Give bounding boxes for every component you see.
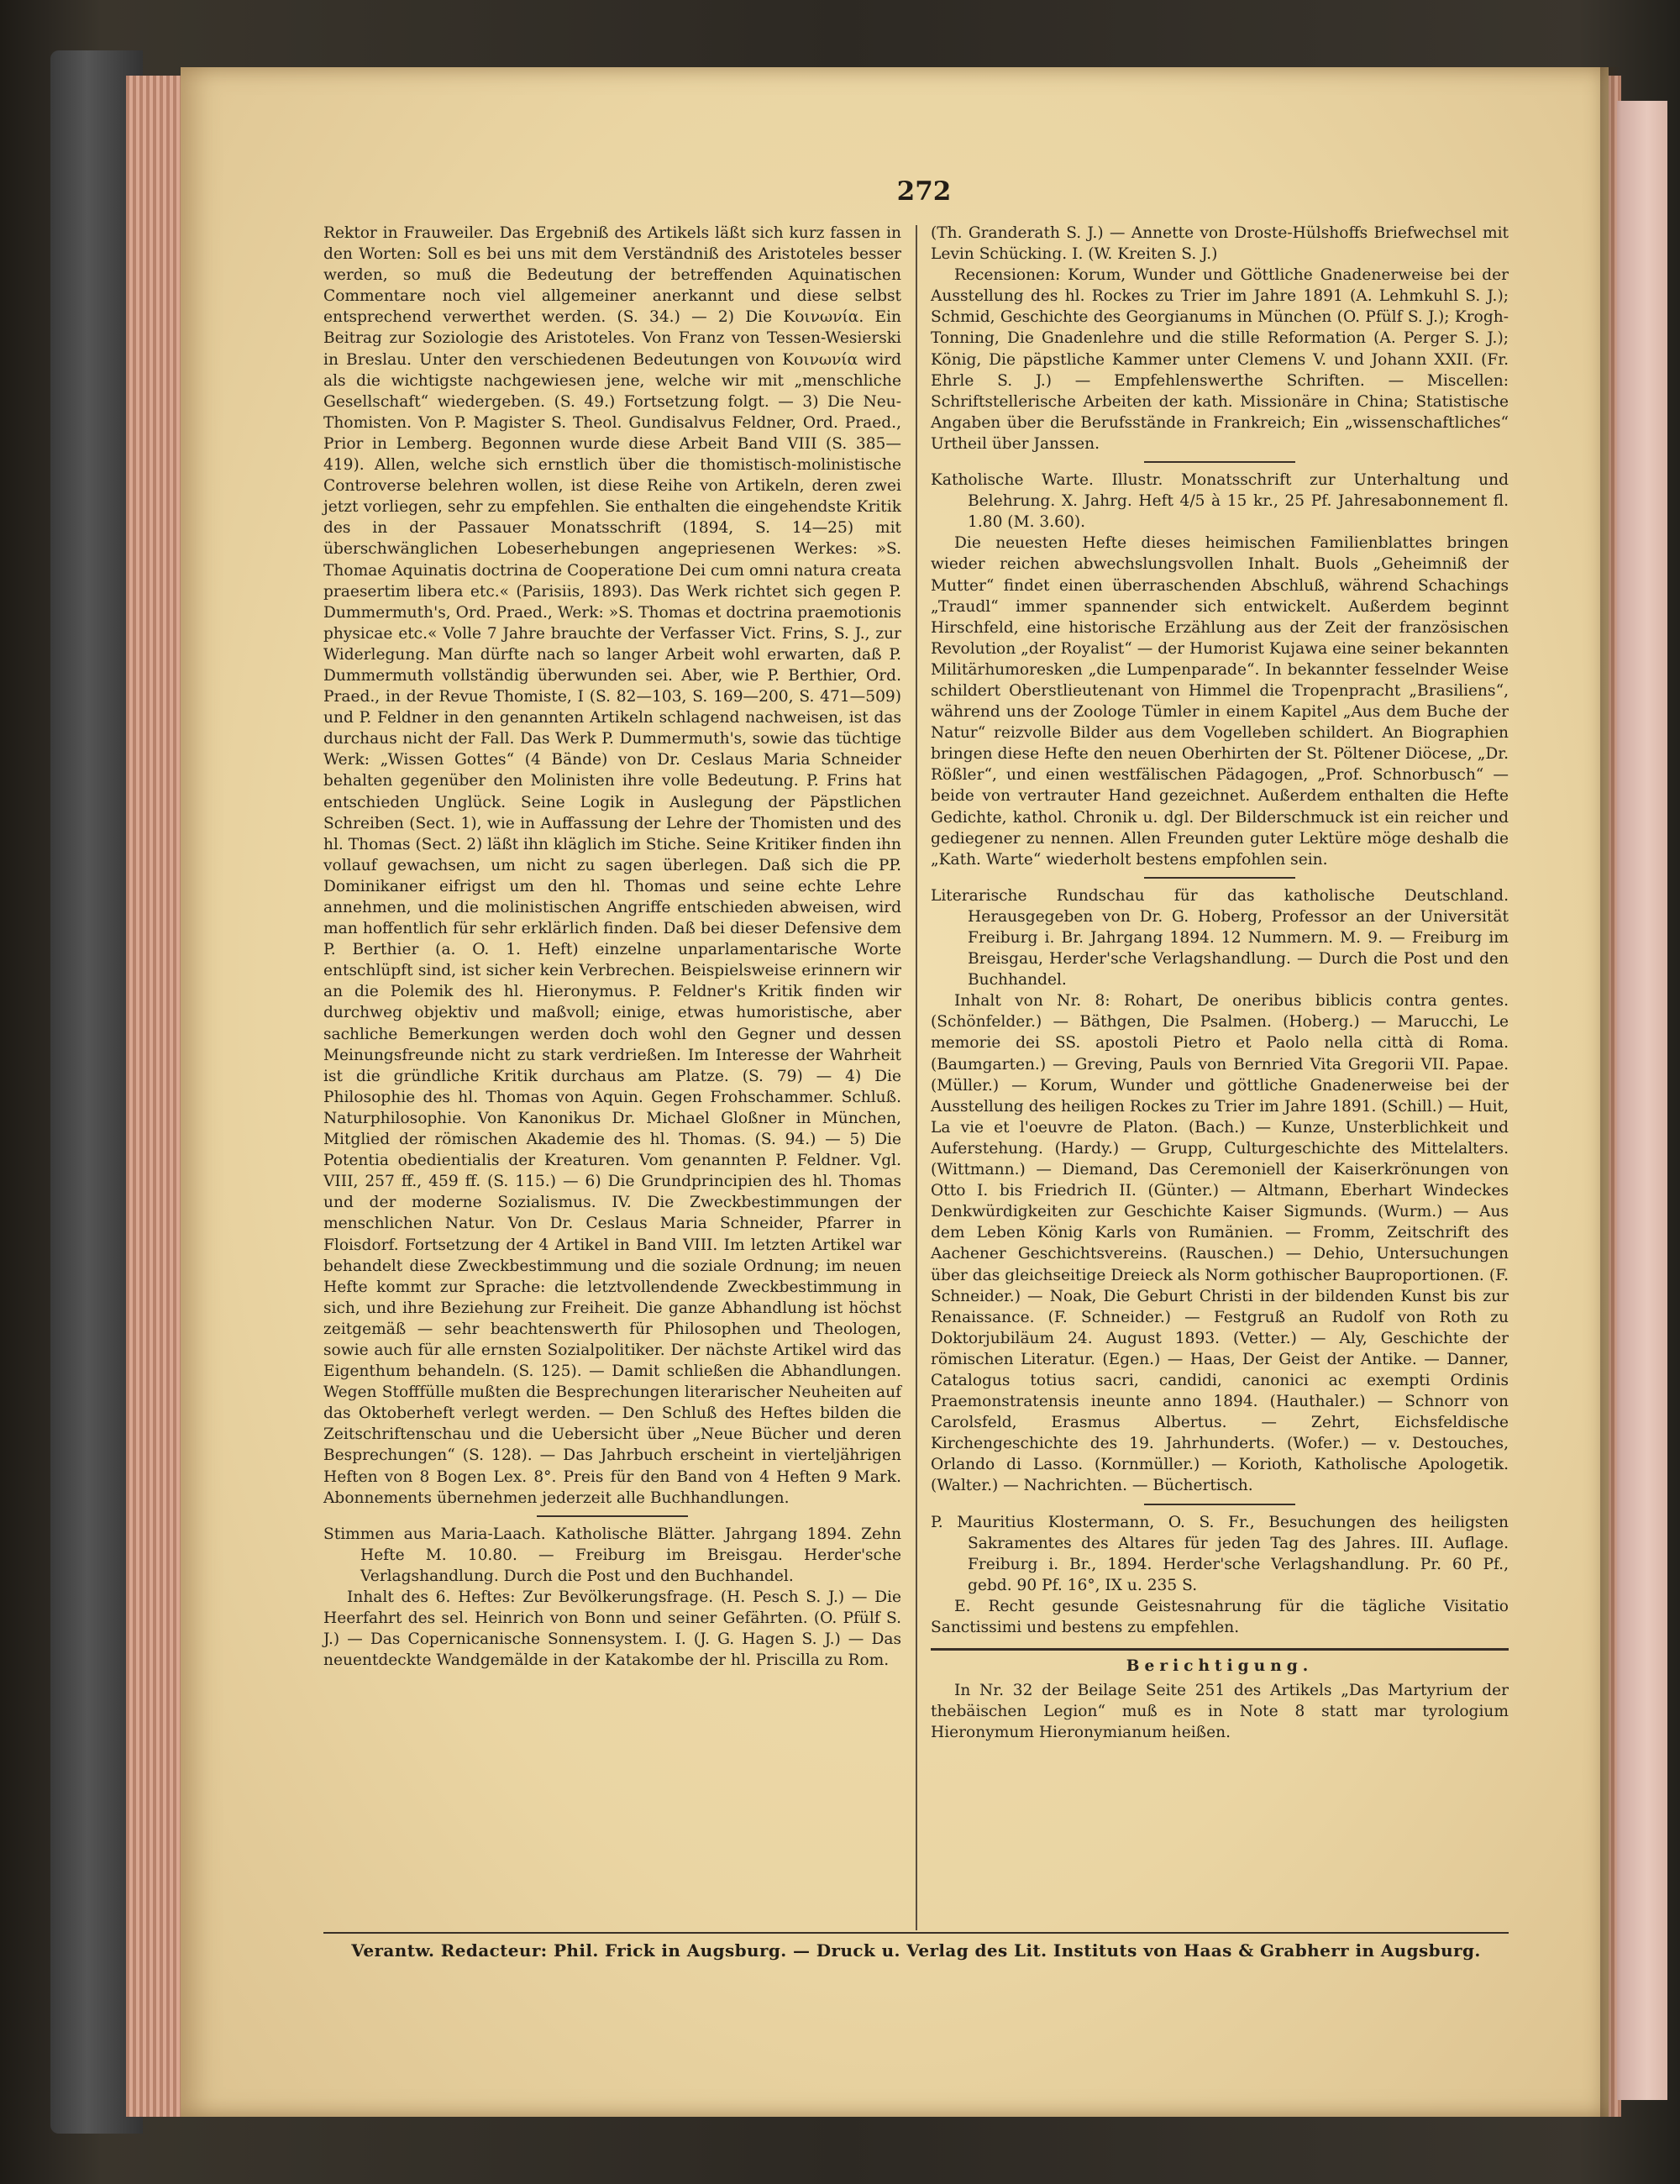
text-block: Inhalt des 6. Heftes: Zur Bevölkerungsfrage. (H. Pesch S. J.) — Die Heerfahrt des sel. Heinrich von Bonn und seiner Gefährten. (O. Pfülf S. J.) — Das Copernicanische Sonnensystem. I. (J. G. Hagen S. J.) — Das neuentdeckte Wandgemälde in der Katakombe der hl. Priscilla zu Rom.	[323, 1588, 901, 1670]
section-rule	[1144, 877, 1295, 879]
page-number: 272	[896, 176, 952, 207]
text-block: P. Mauritius Klostermann, O. S. Fr., Besuchungen des heiligsten Sakramentes des Altares für jeden Tag des Jahres. III. Auflage. Freiburg i. Br., 1894. Herder'sche Verlagshandlung. Pr. 60 Pf., gebd. 90 Pf. 16°, IX u. 235 S.	[931, 1513, 1509, 1594]
imprint-footer: Verantw. Redacteur: Phil. Frick in Augsburg. — Druck u. Verlag des Lit. Instituts von Haas & Grabherr in Augsburg.	[351, 1940, 1481, 1961]
section-rule	[931, 1648, 1509, 1651]
spine-shadow	[1600, 67, 1621, 2117]
text-block: Die neuesten Hefte dieses heimischen Familienblattes bringen wieder reichen abwechslungsvollen Inhalt. Buols „Geheimniß der Mutter“ findet einen überraschenden Abschluß, während Schachings „Traudl“ immer spannender sich entwickelt. Außerdem beginnt Hirschfeld, eine historische Erzählung aus der Zeit der französischen Revolution „der Royalist“ — der Humorist Kujawa eine seiner bekannten Militärhumoresken „die Lumpenparade“. In bekannter fesselnder Weise schildert Oberstlieutenant von Himmel die Tropenpracht „Brasiliens“, während uns der Zoologe Tümler in einem Kapitel „Aus dem Buche der Natur“ reizvolle Bilder aus dem Vogelleben schildert. An Biographien bringen diese Hefte den neuen Oberhirten der St. Pöltener Diöcese, „Dr. Rößler“, und einen westfälischen Pädagogen, „Prof. Schnorbusch“ — beide von vertrauter Hand gezeichnet. Außerdem enthalten die Hefte Gedichte, kathol. Chronik u. dgl. Der Bilderschmuck ist ein reicher und gediegener zu nennen. Allen Freunden guter Lektüre möge deshalb die „Kath. Warte“ wiederholt bestens empfohlen sein.	[931, 534, 1509, 869]
text-block: Inhalt von Nr. 8: Rohart, De oneribus biblicis contra gentes. (Schönfelder.) — Bäthgen, Die Psalmen. (Hoberg.) — Marucchi, Le memorie dei SS. apostoli Pietro et Paolo nella città di Roma. (Baumgarten.) — Greving, Pauls von Bernried Vita Gregorii VII. Papae. (Müller.) — Korum, Wunder und göttliche Gnadenerweise bei der Ausstellung des heiligen Rockes zu Trier im Jahre 1891. (Schill.) — Huit, La vie et l'oeuvre de Platon. (Bach.) — Kunze, Unsterblichkeit und Auferstehung. (Hardy.) — Grupp, Culturgeschichte des Mittelalters. (Wittmann.) — Diemand, Das Ceremoniell der Kaiserkrönungen von Otto I. bis Friedrich II. (Günter.) — Altmann, Eberhart Windeckes Denkwürdigkeiten zur Geschichte Kaiser Sigmunds. (Wurm.) — Aus dem Leben König Karls von Rumänien. — Fromm, Zeitschrift des Aachener Geschichtsvereins. (Rauschen.) — Dehio, Untersuchungen über das gleichseitige Dreieck als Norm gothischer Bauproportionen. (F. Schneider.) — Noak, Die Geburt Christi in der bildenden Kunst bis zur Renaissance. (F. Schneider.) — Festgruß an Rudolf von Roth zu Doktorjubiläum 24. August 1893. (Vetter.) — Aly, Geschichte der römischen Literatur. (Egen.) — Haas, Der Geist der Antike. — Danner, Catalogus totius sacri, candidi, canonici ac exempti Ordinis Praemonstratensis ineunte anno 1894. (Hauthaler.) — Schnorr von Carolsfeld, Erasmus Albertus. — Zehrt, Eichsfeldische Kirchengeschichte des 19. Jahrhunderts. (Wofer.) — v. Destouches, Orlando di Lasso. (Kornmüller.) — Korioth, Katholische Apologetik. (Walter.) — Nachrichten. — Büchertisch.	[931, 992, 1509, 1495]
section-rule	[1144, 461, 1295, 463]
column-divider	[916, 225, 917, 1930]
text-block: (Th. Granderath S. J.) — Annette von Droste-Hülshoffs Briefwechsel mit Levin Schücking. I. (W. Kreiten S. J.)	[931, 224, 1509, 264]
adjacent-page-edge	[1617, 101, 1667, 2100]
right-column	[931, 223, 1509, 1743]
left-column	[323, 223, 901, 1671]
text-block: Stimmen aus Maria-Laach. Katholische Blätter. Jahrgang 1894. Zehn Hefte M. 10.80. — Freiburg im Breisgau. Herder'sche Verlagshandlung. Durch die Post und den Buchhandel.	[323, 1525, 901, 1585]
text-block: E. Recht gesunde Geistesnahrung für die tägliche Visitatio Sanctissimi und bestens zu empfehlen.	[931, 1597, 1509, 1636]
footer-rule	[323, 1932, 1509, 1934]
text-block: Recensionen: Korum, Wunder und Göttliche Gnadenerweise bei der Ausstellung des hl. Rockes zu Trier im Jahre 1891 (A. Lehmkuhl S. J.); Schmid, Geschichte des Georgianums in München (O. Pfülf S. J.); Krogh-Tonning, Die Gnadenlehre und die stille Reformation (A. Perger S. J.); König, Die päpstliche Kammer unter Clemens V. und Johann XXII. (Fr. Ehrle S. J.) — Empfehlenswerthe Schriften. — Miscellen: Schriftstellerische Arbeiten der kath. Missionäre in China; Statistische Angaben über die Berufsstände in Frankreich; Ein „wissenschaftliches“ Urtheil über Janssen.	[931, 266, 1509, 453]
text-block: In Nr. 32 der Beilage Seite 251 des Artikels „Das Martyrium der thebäischen Legion“ muß es in Note 8 statt mar tyrologium Hieronymum Hieronymianum heißen.	[931, 1682, 1509, 1742]
text-block: Literarische Rundschau für das katholische Deutschland. Herausgegeben von Dr. G. Hoberg, Professor an der Universität Freiburg i. Br. Jahrgang 1894. 12 Nummern. M. 9. — Freiburg im Breisgau, Herder'sche Verlagshandlung. — Durch die Post und den Buchhandel.	[931, 886, 1509, 990]
section-rule	[1144, 1504, 1295, 1505]
correction-heading: Berichtigung.	[1126, 1657, 1314, 1676]
text-block: Rektor in Frauweiler. Das Ergebniß des Artikels läßt sich kurz fassen in den Worten: Soll es bei uns mit dem Verständniß des Aristoteles besser werden, so muß die Bedeutung der betreffenden Aquinatischen Commentare noch viel allgemeiner anerkannt und diese selbst entsprechend verwerthet werden. (S. 34.) — 2) Die Κοινωνία. Ein Beitrag zur Soziologie des Aristoteles. Von Franz von Tessen-Wesierski in Breslau. Unter den verschiedenen Bedeutungen von Κοινωνία wird als die wichtigste nachgewiesen jene, welche wir mit „menschliche Gesellschaft“ wiedergeben. (S. 49.) Fortsetzung folgt. — 3) Die Neu-Thomisten. Von P. Magister S. Theol. Gundisalvus Feldner, Ord. Praed., Prior in Lemberg. Begonnen wurde diese Arbeit Band VIII (S. 385—419). Allen, welche sich ernstlich über die thomistisch-molinistische Controverse belehren wollen, ist diese Reihe von Artikeln, deren zwei jetzt vorliegen, sehr zu empfehlen. Sie enthalten die eingehendste Kritik des in der Passauer Monatsschrift (1894, S. 14—25) mit überschwänglichen Lobeserhebungen angepriesenen Werkes: »S. Thomae Aquinatis doctrina de Cooperatione Dei cum omni natura creata praesertim libera etc.« (Parisiis, 1893). Das Werk richtet sich gegen P. Dummermuth's, Ord. Praed., Werk: »S. Thomas et doctrina praemotionis physicae etc.« Volle 7 Jahre brauchte der Verfasser Vict. Frins, S. J., zur Widerlegung. Man dürfte nach so langer Arbeit wohl erwarten, daß P. Dummermuth vollständig überwunden sei. Aber, wie P. Berthier, Ord. Praed., in der Revue Thomiste, I (S. 82—103, S. 169—200, S. 471—509) und P. Feldner in den genannten Artikeln schlagend nachweisen, ist das durchaus nicht der Fall. Das Werk P. Dummermuth's, sowie das tüchtige Werk: „Wissen Gottes“ (4 Bände) von Dr. Ceslaus Maria Schneider behalten gegenüber den Molinisten ihre volle Bedeutung. P. Frins hat entschieden Unglück. Seine Logik in Auslegung der Päpstlichen Schreiben (Sect. 1), wie in Auffassung der Lehre der Thomisten und des hl. Thomas (Sect. 2) läßt ihn kläglich im Stiche. Seine Kritiker finden ihn vollauf gewachsen, um nicht zu sagen überlegen. Daß sich die PP. Dominikaner eifrigst um den hl. Thomas und seine echte Lehre annehmen, und die molinistischen Angriffe entschieden abweisen, wird man hoffentlich für sehr erklärlich finden. Daß bei dieser Defensive dem P. Berthier (a. O. 1. Heft) einzelne unparlamentarische Worte entschlüpft sind, ist sicher kein Verbrechen. Beispielsweise erinnern wir an die Polemik des hl. Hieronymus. P. Feldner's Kritik finden wir durchweg objektiv und maßvoll; einige, etwas humoristische, aber sachliche Bemerkungen werden doch wohl den Gegner und dessen Meinungsfreunde nicht zu stark verdrießen. Im Interesse der Wahrheit ist die gründliche Kritik durchaus am Platze. (S. 79) — 4) Die Philosophie des hl. Thomas von Aquin. Gegen Frohschammer. Schluß. Naturphilosophie. Von Kanonikus Dr. Michael Gloßner in München, Mitglied der römischen Akademie des hl. Thomas. (S. 94.) — 5) Die Potentia obedientialis der Kreaturen. Vom genannten P. Feldner. Vgl. VIII, 257 ff., 459 ff. (S. 115.) — 6) Die Grundprincipien des hl. Thomas und der moderne Sozialismus. IV. Die Zweckbestimmungen der menschlichen Natur. Von Dr. Ceslaus Maria Schneider, Pfarrer in Floisdorf. Fortsetzung der 4 Artikel in Band VIII. Im letzten Artikel war behandelt diese Zweckbestimmung und die soziale Ordnung; im neuen Hefte kommt zur Sprache: die letztvollendende Zweckbestimmung in sich, und ihre Beziehung zur Freiheit. Die ganze Abhandlung ist höchst zeitgemäß — sehr beachtenswerth für Philosophen und Theologen, sowie auch für alle ernsten Sozialpolitiker. Der nächste Artikel wird das Eigenthum behandeln. (S. 125). — Damit schließen die Abhandlungen. Wegen Stofffülle mußten die Besprechungen literarischer Neuheiten auf das Oktoberheft verlegt werden. — Den Schluß des Heftes bilden die Zeitschriftenschau und die Uebersicht über „Neue Bücher und deren Besprechungen“ (S. 128). — Das Jahrbuch erscheint in vierteljährigen Heften von 8 Bogen Lex. 8°. Preis für den Band von 4 Heften 9 Mark. Abonnements übernehmen jederzeit alle Buchhandlungen.	[323, 224, 901, 1507]
section-rule	[537, 1515, 688, 1517]
text-block: Katholische Warte. Illustr. Monatsschrift zur Unterhaltung und Belehrung. X. Jahrg. Heft 4/5 à 15 kr., 25 Pf. Jahresabonnement fl. 1.80 (M. 3.60).	[931, 471, 1509, 532]
